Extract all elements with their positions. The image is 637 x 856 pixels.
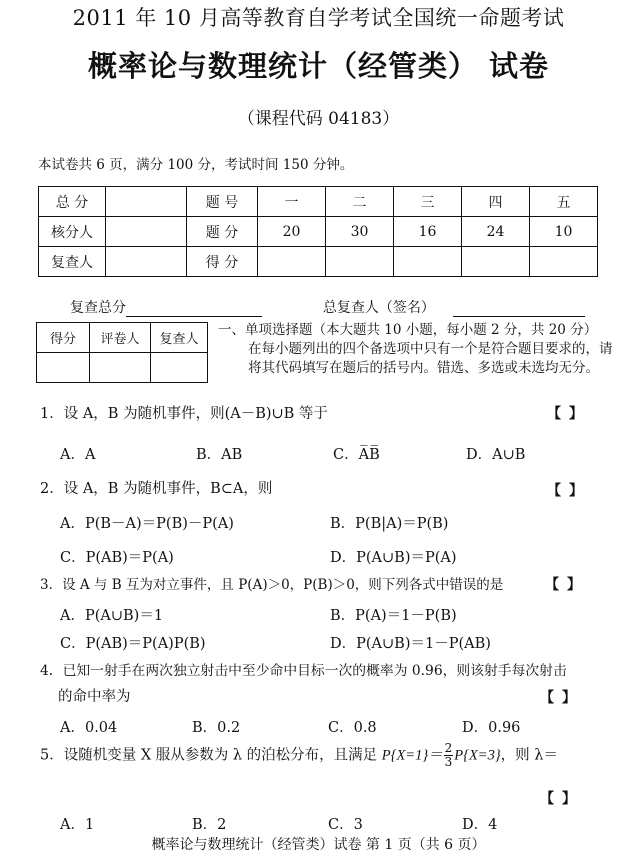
section-instructions — [218, 321, 613, 378]
grader-header: 评卷人 — [90, 323, 151, 353]
score-row-header: 得 分 — [187, 247, 258, 277]
fraction-numerator: 2 — [444, 741, 453, 755]
equation-right: P{X=3} — [454, 747, 501, 764]
answer-bracket[interactable]: 【】 — [540, 690, 584, 706]
section-title: 一、单项选择题（本大题共 10 小题，每小题 2 分，共 20 分） — [218, 322, 598, 338]
answer-bracket[interactable]: 【】 — [545, 577, 589, 593]
question-points: 20 — [258, 217, 326, 247]
equation-left: P{X=1}＝ — [381, 747, 443, 764]
reviewer-label: 复查人 — [39, 247, 106, 277]
review-total-label: 复查总分 — [70, 300, 126, 316]
answer-bracket[interactable]: 【】 — [547, 406, 591, 422]
question-2-stem: 2．设 A，B 为随机事件，B⊂A，则 — [40, 481, 273, 497]
option: A．A — [60, 447, 96, 463]
option: C．A̅B̅ — [333, 447, 380, 463]
section-rules: 在每小题列出的四个备选项中只有一个是符合题目要求的，请将其代码填写在题后的括号内。错选、多选或未选均无分。 — [248, 341, 613, 376]
option: C．0.8 — [328, 720, 377, 736]
score-input[interactable] — [326, 247, 394, 277]
question-5-stem — [40, 742, 558, 769]
question-number: 一 — [258, 187, 326, 217]
question-4-stem: 4．已知一射手在两次独立射击中至少命中目标一次的概率为 0.96，则该射手每次射击 — [40, 663, 567, 679]
question-4-stem-continued: 的命中率为 — [58, 689, 131, 705]
score-header: 得分 — [37, 323, 90, 353]
option: C．P(AB)＝P(A) — [60, 550, 174, 566]
fraction-denominator: 3 — [444, 755, 453, 769]
option: B．2 — [192, 817, 227, 833]
option: B．P(A)＝1－P(B) — [330, 608, 457, 624]
review-total-field[interactable] — [126, 316, 262, 317]
course-title: 概率论与数理统计（经管类） 试卷 — [87, 49, 550, 83]
question-points: 30 — [326, 217, 394, 247]
checker-input[interactable] — [106, 217, 187, 247]
exam-intro: 本试卷共 6 页，满分 100 分，考试时间 150 分钟。 — [38, 157, 354, 173]
option: D．P(A∪B)＝P(A) — [330, 550, 457, 566]
question-points: 16 — [394, 217, 462, 247]
score-row-header: 题 分 — [187, 217, 258, 247]
question-1-stem: 1．设 A，B 为随机事件，则(A－B)∪B 等于 — [40, 406, 328, 422]
option: C．3 — [328, 817, 363, 833]
question-number: 四 — [462, 187, 530, 217]
course-code: （课程代码 04183） — [237, 109, 400, 129]
review-line — [70, 297, 585, 317]
question-points: 24 — [462, 217, 530, 247]
answer-bracket[interactable]: 【】 — [547, 483, 591, 499]
checker-label: 核分人 — [39, 217, 106, 247]
option: A．P(A∪B)＝1 — [60, 608, 164, 624]
option: B．0.2 — [192, 720, 241, 736]
option: D．4 — [462, 817, 498, 833]
question-5-text-end: ，则 λ＝ — [500, 747, 558, 764]
score-input[interactable] — [258, 247, 326, 277]
score-row-header: 题 号 — [187, 187, 258, 217]
score-input[interactable] — [462, 247, 530, 277]
score-input[interactable] — [530, 247, 598, 277]
score-table — [38, 186, 598, 277]
fraction — [444, 742, 454, 769]
question-points: 10 — [530, 217, 598, 247]
reviewer-input[interactable] — [151, 353, 208, 383]
section-score-input[interactable] — [37, 353, 90, 383]
option: D．P(A∪B)＝1－P(AB) — [330, 636, 491, 652]
answer-bracket[interactable]: 【】 — [540, 791, 584, 807]
exam-title: 2011 年 10 月高等教育自学考试全国统一命题考试 — [72, 6, 565, 30]
option: A．1 — [60, 817, 95, 833]
question-5-text: 5．设随机变量 X 服从参数为 λ 的泊松分布，且满足 — [40, 747, 378, 764]
option: B．P(B|A)＝P(B) — [330, 516, 449, 532]
chief-reviewer-label: 总复查人（签名） — [322, 300, 435, 316]
option: D．A∪B — [466, 447, 526, 463]
question-number: 三 — [394, 187, 462, 217]
option: C．P(AB)＝P(A)P(B) — [60, 636, 206, 652]
question-number: 五 — [530, 187, 598, 217]
reviewer-header: 复查人 — [151, 323, 208, 353]
option: B．AB — [196, 447, 243, 463]
reviewer-input[interactable] — [106, 247, 187, 277]
score-label: 总 分 — [39, 187, 106, 217]
section-score-table — [36, 322, 208, 383]
option: A．0.04 — [60, 720, 118, 736]
grader-input[interactable] — [90, 353, 151, 383]
chief-reviewer-field[interactable] — [453, 316, 585, 317]
option: D．0.96 — [462, 720, 521, 736]
page-footer: 概率论与数理统计（经管类）试卷 第 1 页（共 6 页） — [151, 837, 486, 853]
question-3-stem: 3．设 A 与 B 互为对立事件，且 P(A)＞0，P(B)＞0，则下列各式中错误的是 — [40, 577, 504, 593]
question-number: 二 — [326, 187, 394, 217]
option: A．P(B－A)＝P(B)－P(A) — [60, 516, 234, 532]
score-input[interactable] — [394, 247, 462, 277]
